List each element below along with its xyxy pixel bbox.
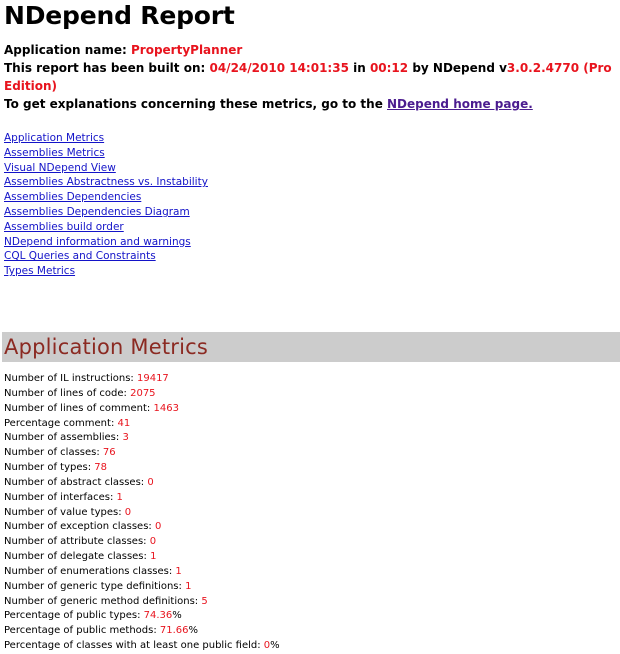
metric-row: [4, 372, 620, 387]
toc-link[interactable]: Application Metrics: [4, 132, 105, 144]
metric-row: [4, 595, 620, 610]
metric-row: [4, 580, 620, 595]
metric-value: 78: [94, 462, 107, 474]
metric-label: Number of IL instructions:: [4, 372, 137, 384]
metric-row: [4, 506, 620, 521]
toc-link[interactable]: Assemblies Abstractness vs. Instability: [4, 176, 208, 189]
ndepend-home-link[interactable]: NDepend home page.: [387, 97, 533, 111]
metric-row: [4, 609, 620, 624]
metric-row: [4, 520, 620, 535]
metric-value: 41: [117, 417, 131, 429]
toc-link[interactable]: CQL Queries and Constraints: [4, 250, 156, 263]
metric-label: Number of delegate classes:: [4, 551, 151, 563]
metric-row: [4, 535, 620, 550]
metric-label: Number of lines of comment:: [4, 402, 154, 414]
toc-link[interactable]: Assemblies Dependencies Diagram: [4, 205, 190, 218]
metric-unit: %: [172, 610, 182, 622]
metric-label: Percentage of public types:: [4, 610, 144, 622]
metric-row: [4, 402, 620, 417]
metrics-list: [4, 372, 620, 654]
metric-label: Percentage comment:: [4, 417, 118, 429]
metric-value: 0: [149, 536, 157, 548]
metric-value: 2075: [130, 387, 156, 399]
build-by-text: by NDepend v: [408, 61, 507, 75]
toc-link[interactable]: Types Metrics: [4, 265, 76, 278]
section-header-bar: [2, 332, 620, 362]
application-name-label: Application name:: [4, 43, 131, 57]
metric-row: [4, 476, 620, 491]
metric-row: [4, 624, 620, 639]
metric-value: 0: [154, 521, 162, 533]
metric-unit: %: [188, 625, 199, 637]
metric-row: [4, 387, 620, 402]
metric-value: 5: [201, 595, 208, 607]
metric-value: 0: [263, 640, 271, 652]
metric-value: 1463: [153, 402, 179, 414]
metric-row: [4, 431, 620, 446]
build-info-label: This report has been built on:: [4, 61, 210, 75]
metric-label: Number of interfaces:: [4, 491, 117, 503]
metric-row: [4, 417, 620, 432]
application-name-line: [4, 41, 620, 59]
metric-row: [4, 550, 620, 565]
metric-label: Percentage of classes with at least one public field:: [4, 640, 264, 652]
metric-value: 1: [185, 580, 192, 592]
build-date: 04/24/2010 14:01:35: [209, 61, 349, 75]
metric-row: [4, 491, 620, 506]
metric-label: Number of types:: [4, 462, 95, 474]
metric-label: Number of attribute classes:: [4, 536, 150, 548]
metric-row: [4, 446, 620, 461]
metric-value: 1: [150, 551, 157, 563]
metric-value: 3: [122, 432, 129, 444]
metric-unit: %: [270, 640, 280, 652]
metric-value: 76: [102, 447, 116, 459]
toc-link[interactable]: NDepend information and warnings: [4, 235, 191, 248]
toc-link[interactable]: Assemblies Metrics: [4, 146, 105, 159]
toc-link[interactable]: Visual NDepend View: [4, 161, 116, 174]
metric-value: 74.36: [143, 610, 173, 622]
explanation-line: [4, 95, 620, 113]
metric-label: Number of generic method definitions:: [4, 595, 202, 607]
metric-row: [4, 565, 620, 580]
metric-label: Number of generic type definitions:: [4, 580, 186, 592]
metric-value: 1: [175, 565, 182, 577]
build-info-line: [4, 59, 620, 95]
section-title: Application Metrics: [4, 334, 209, 359]
explanation-text: To get explanations concerning these metrics, go to the: [4, 97, 388, 111]
build-in-text: in: [348, 61, 370, 75]
metric-label: Number of assemblies:: [4, 432, 123, 444]
metric-row: [4, 639, 620, 654]
toc-link[interactable]: Assemblies Dependencies: [4, 191, 142, 204]
ndepend-version: 3.0.2.4770 (Pro Edition): [4, 61, 612, 93]
metric-value: 0: [147, 476, 154, 488]
metric-value: 71.66: [159, 625, 189, 637]
report-info: [4, 41, 620, 113]
metric-label: Number of value types:: [4, 506, 125, 518]
report-title: NDepend Report: [4, 1, 235, 30]
metric-label: Number of exception classes:: [4, 521, 155, 533]
toc-link[interactable]: Assemblies build order: [4, 220, 124, 233]
metric-label: Number of enumerations classes:: [4, 565, 176, 577]
metric-value: 19417: [136, 372, 169, 384]
metric-label: Percentage of public methods:: [4, 625, 160, 637]
metric-label: Number of abstract classes:: [4, 476, 148, 488]
metric-label: Number of classes:: [4, 447, 103, 459]
metric-label: Number of lines of code:: [4, 387, 131, 399]
metric-value: 1: [116, 491, 123, 503]
application-name-value: PropertyPlanner: [130, 43, 243, 57]
table-of-contents: [4, 131, 620, 279]
metric-value: 0: [124, 506, 132, 518]
build-duration: 00:12: [369, 61, 409, 75]
metric-row: [4, 461, 620, 476]
